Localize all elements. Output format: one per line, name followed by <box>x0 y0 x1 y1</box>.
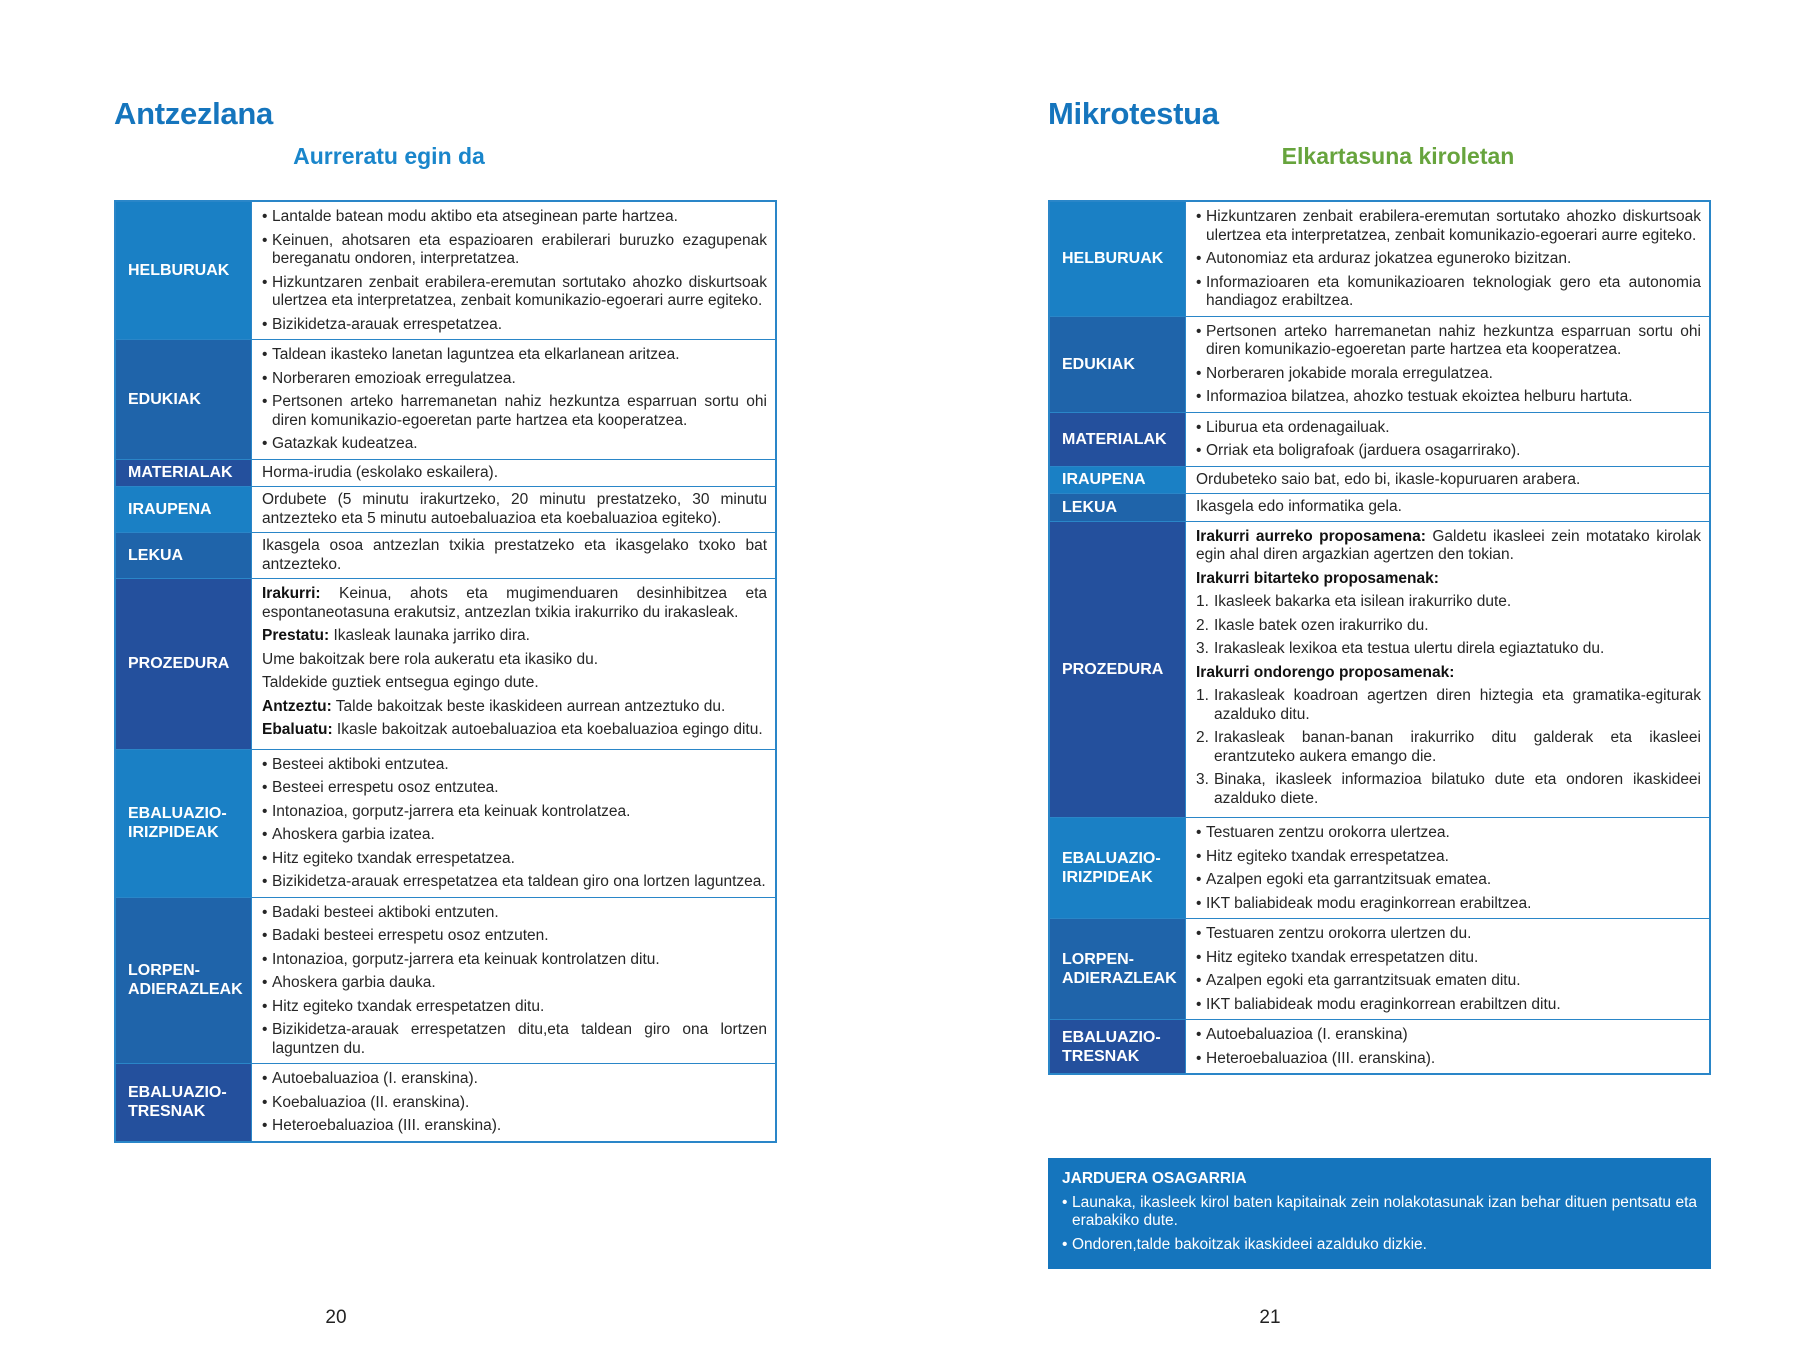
list-item: • Hitz egiteko txandak errespetatzea. <box>1196 848 1701 867</box>
procedure-step: Prestatu: Ikasleak launaka jarriko dira. <box>262 627 530 644</box>
row-content <box>1186 1020 1711 1075</box>
row-content <box>252 340 777 460</box>
list-item: • Launaka, ikasleek kirol baten kapitainak zein nolakotasunak izan behar dituen pentsatu eta erabakiko dute. <box>1062 1194 1697 1231</box>
row-content <box>1186 316 1711 412</box>
row-content: Ordubeteko saio bat, edo bi, ikasle-kopuruaren arabera. <box>1186 466 1711 494</box>
list-item: • Pertsonen arteko harremanetan nahiz hezkuntza esparruan sortu ohi diren komunikazio-egoeretan parte hartzea eta kooperatzea. <box>262 393 767 430</box>
row-label: LEKUA <box>115 533 252 579</box>
list-item: • Testuaren zentzu orokorra ulertzen du. <box>1196 925 1701 944</box>
list-item: • Azalpen egoki eta garrantzitsuak ematea. <box>1196 871 1701 890</box>
list-item: • Azalpen egoki eta garrantzitsuak ematen ditu. <box>1196 972 1701 991</box>
row-label: IRAUPENA <box>1049 466 1186 494</box>
row-content <box>252 749 777 897</box>
list-item: • Testuaren zentzu orokorra ulertzea. <box>1196 824 1701 843</box>
list-item: • Hitz egiteko txandak errespetatzea. <box>262 850 767 869</box>
row-content: Ordubete (5 minutu irakurtzeko, 20 minutu prestatzeko, 30 minutu antzezteko eta 5 minutu autoebaluazioa eta koebaluazioa egiteko). <box>252 487 777 533</box>
row-edukiak <box>115 340 776 460</box>
list-item: • Intonazioa, gorputz-jarrera eta keinuak kontrolatzea. <box>262 803 767 822</box>
row-label: PROZEDURA <box>1049 521 1186 818</box>
row-prozedura <box>1049 521 1710 818</box>
row-label: HELBURUAK <box>115 201 252 340</box>
page-title: Antzezlana <box>114 96 273 131</box>
row-label: IRAUPENA <box>115 487 252 533</box>
row-content <box>252 1064 777 1142</box>
row-lekua <box>115 533 776 579</box>
list-item: • Bizikidetza-arauak errespetatzea eta taldean giro ona lortzen laguntzea. <box>262 873 767 892</box>
row-content <box>252 579 777 750</box>
row-label: EBALUAZIO- TRESNAK <box>1049 1020 1186 1075</box>
page-subtitle: Elkartasuna kiroletan <box>1281 143 1515 169</box>
row-iraupena <box>1049 466 1710 494</box>
list-item: • Lantalde batean modu aktibo eta atseginean parte hartzea. <box>262 208 767 227</box>
row-helburuak <box>1049 201 1710 316</box>
list-item: • Pertsonen arteko harremanetan nahiz hezkuntza esparruan sortu ohi diren komunikazio-egoeretan parte hartzea eta kooperatzea. <box>1196 323 1701 360</box>
list-item: • Ahoskera garbia izatea. <box>262 826 767 845</box>
list-item: • Besteei aktiboki entzutea. <box>262 756 767 775</box>
row-content <box>1186 818 1711 919</box>
row-label: MATERIALAK <box>1049 412 1186 466</box>
list-item: • Heteroebaluazioa (III. eranskina). <box>1196 1050 1701 1069</box>
procedure-step: Ebaluatu: Ikasle bakoitzak autoebaluazioa eta koebaluazioa egingo ditu. <box>262 721 763 738</box>
list-item: 1. Ikasleek bakarka eta isilean irakurriko dute. <box>1196 593 1701 612</box>
list-item: • Badaki besteei aktiboki entzuten. <box>262 904 767 923</box>
row-content: Horma-irudia (eskolako eskailera). <box>252 459 777 487</box>
procedure-step: Irakurri: Keinua, ahots eta mugimenduaren desinhibitzea eta espontaneotasuna erakutsiz, antzezlan txikia irakurriko du irakasleak. <box>262 585 767 621</box>
list-item: • Orriak eta boligrafoak (jarduera osagarrirako). <box>1196 442 1701 461</box>
list-item: • Intonazioa, gorputz-jarrera eta keinuak kontrolatzen ditu. <box>262 951 767 970</box>
page-title: Mikrotestua <box>1048 96 1219 131</box>
list-item: • Hitz egiteko txandak errespetatzen ditu. <box>262 998 767 1017</box>
list-item: 1. Irakasleak koadroan agertzen diren hiztegia eta gramatika-egiturak azalduko ditu. <box>1196 687 1701 724</box>
list-item: • Informazioaren eta komunikazioaren teknologiak gero eta autonomia handiagoz erabiltzea. <box>1196 274 1701 311</box>
row-label: EDUKIAK <box>1049 316 1186 412</box>
row-content <box>1186 412 1711 466</box>
procedure-heading: Irakurri bitarteko proposamenak: <box>1196 569 1439 587</box>
row-content <box>1186 919 1711 1020</box>
row-tresnak <box>115 1064 776 1142</box>
extra-activity-box <box>1048 1158 1711 1269</box>
list-item: • Bizikidetza-arauak errespetatzea. <box>262 316 767 335</box>
list-item: • Autoebaluazioa (I. eranskina) <box>1196 1026 1701 1045</box>
row-label: PROZEDURA <box>115 579 252 750</box>
row-helburuak <box>115 201 776 340</box>
list-item: • Hizkuntzaren zenbait erabilera-eremutan sortutako ahozko diskurtsoak ulertzea eta interpretatzea, zenbait komunikazio-egoerari aurre egiteko. <box>262 274 767 311</box>
list-item: • Koebaluazioa (II. eranskina). <box>262 1094 767 1113</box>
list-item: • Gatazkak kudeatzea. <box>262 435 767 454</box>
row-label: LORPEN- ADIERAZLEAK <box>1049 919 1186 1020</box>
row-content <box>252 897 777 1064</box>
list-item: 3. Binaka, ikasleek informazioa bilatuko dute eta ondoren ikaskideei azalduko diete. <box>1196 771 1701 808</box>
list-item: • Bizikidetza-arauak errespetatzen ditu,eta taldean giro ona lortzen laguntzen du. <box>262 1021 767 1058</box>
row-label: EBALUAZIO- IRIZPIDEAK <box>115 749 252 897</box>
row-label: LEKUA <box>1049 494 1186 522</box>
row-materialak <box>1049 412 1710 466</box>
extra-activity-title: JARDUERA OSAGARRIA <box>1062 1170 1247 1187</box>
row-edukiak <box>1049 316 1710 412</box>
procedure-heading: Irakurri ondorengo proposamenak: <box>1196 663 1455 681</box>
list-item: • Besteei errespetu osoz entzutea. <box>262 779 767 798</box>
row-content <box>252 201 777 340</box>
procedure-step: Irakurri aurreko proposamena: Galdetu ikasleei zein motatako kirolak egin ahal diren argazkian agertzen den tokian. <box>1196 527 1701 563</box>
row-label: LORPEN- ADIERAZLEAK <box>115 897 252 1064</box>
row-label: MATERIALAK <box>115 459 252 487</box>
procedure-step: Antzeztu: Talde bakoitzak beste ikaskideen aurrean antzeztuko du. <box>262 697 726 715</box>
list-item: • Norberaren emozioak erregulatzea. <box>262 370 767 389</box>
list-item: • Informazioa bilatzea, ahozko testuak ekoiztea helburu hartuta. <box>1196 388 1701 407</box>
list-item: • Ahoskera garbia dauka. <box>262 974 767 993</box>
list-item: • Hizkuntzaren zenbait erabilera-eremutan sortutako ahozko diskurtsoak ulertzea eta interpretatzea, zenbait komunikazio-egoerari aurre egiteko. <box>1196 208 1701 245</box>
list-item: • Taldean ikasteko lanetan laguntzea eta elkarlanean aritzea. <box>262 346 767 365</box>
list-item: • Liburua eta ordenagailuak. <box>1196 419 1701 438</box>
list-item: 2. Ikasle batek ozen irakurriko du. <box>1196 617 1701 636</box>
page-number: 20 <box>325 1307 347 1328</box>
list-item: • Keinuen, ahotsaren eta espazioaren erabilerari buruzko ezagupenak bereganatu ondoren, interpretatzea. <box>262 232 767 269</box>
procedure-step: Taldekide guztiek entsegua egingo dute. <box>262 674 539 691</box>
row-content <box>1186 201 1711 316</box>
list-item: • Ondoren,talde bakoitzak ikaskideei azalduko dizkie. <box>1062 1236 1697 1255</box>
lesson-plan-table <box>114 200 777 1143</box>
row-content: Ikasgela osoa antzezlan txikia prestatzeko eta ikasgelako txoko bat antzezteko. <box>252 533 777 579</box>
row-irizpideak <box>1049 818 1710 919</box>
list-item: • Autonomiaz eta arduraz jokatzea eguneroko bizitzan. <box>1196 250 1701 269</box>
row-iraupena <box>115 487 776 533</box>
list-item: 2. Irakasleak banan-banan irakurriko ditu galderak eta ikasleei erantzuteko aukera emango die. <box>1196 729 1701 766</box>
row-lorpen <box>1049 919 1710 1020</box>
list-item: • IKT baliabideak modu eraginkorrean erabiltzen ditu. <box>1196 996 1701 1015</box>
lesson-plan-table <box>1048 200 1711 1075</box>
list-item: • IKT baliabideak modu eraginkorrean erabiltzea. <box>1196 895 1701 914</box>
row-lorpen <box>115 897 776 1064</box>
row-materialak <box>115 459 776 487</box>
list-item: • Heteroebaluazioa (III. eranskina). <box>262 1117 767 1136</box>
list-item: • Badaki besteei errespetu osoz entzuten. <box>262 927 767 946</box>
list-item: 3. Irakasleak lexikoa eta testua ulertu direla egiaztatuko du. <box>1196 640 1701 659</box>
procedure-step: Ume bakoitzak bere rola aukeratu eta ikasiko du. <box>262 650 599 668</box>
row-label: HELBURUAK <box>1049 201 1186 316</box>
row-content: Ikasgela edo informatika gela. <box>1186 494 1711 522</box>
row-label: EBALUAZIO- IRIZPIDEAK <box>1049 818 1186 919</box>
list-item: • Hitz egiteko txandak errespetatzen ditu. <box>1196 949 1701 968</box>
page-subtitle: Aurreratu egin da <box>293 143 485 169</box>
list-item: • Autoebaluazioa (I. eranskina). <box>262 1070 767 1089</box>
row-lekua <box>1049 494 1710 522</box>
row-content <box>1186 521 1711 818</box>
page-number: 21 <box>1259 1307 1281 1328</box>
list-item: • Norberaren jokabide morala erregulatzea. <box>1196 365 1701 384</box>
row-label: EBALUAZIO- TRESNAK <box>115 1064 252 1142</box>
row-irizpideak <box>115 749 776 897</box>
row-label: EDUKIAK <box>115 340 252 460</box>
row-tresnak <box>1049 1020 1710 1075</box>
row-prozedura <box>115 579 776 750</box>
